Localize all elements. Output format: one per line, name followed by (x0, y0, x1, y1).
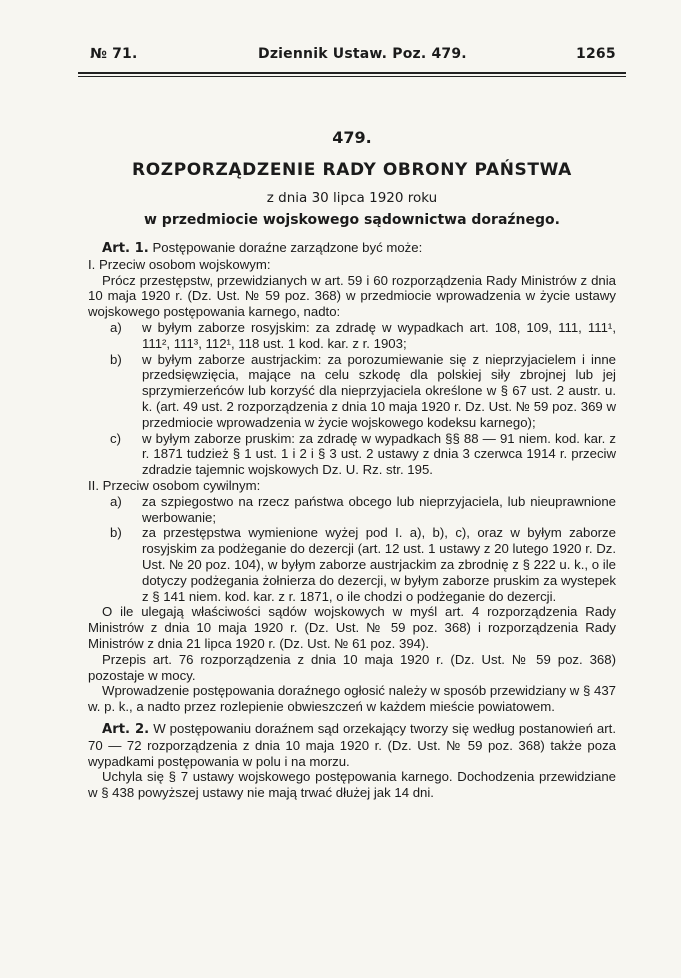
document-number: 479. (332, 128, 372, 147)
journal-title: Dziennik Ustaw. Poz. 479. (258, 46, 467, 62)
document-date: z dnia 30 lipca 1920 roku (266, 190, 438, 206)
art2-label: Art. 2. (102, 721, 150, 737)
list-item (88, 320, 616, 352)
art1-section1-heading (88, 257, 616, 273)
document-body (88, 240, 616, 801)
item-text: za przestępstwa wymienione wyżej pod I. a), b), c), oraz w byłym zaborze rosyjskim za podżeganie do dezercji (art. 12 ust. 1 ustawy z 20 lutego 1920 r. Dz. Ust. № 20 poz. 104), w byłym zaborze austrjackim za zbrodnię z § 222 u. k., o ile dotyczy podżegania żołnierza do dezercji, w byłym zaborze pruskim za wystepek z § 141 niem. kod. kar. z r. 1871, o ile chodzi o podżeganie do dezercji. (142, 525, 616, 604)
art1-intro-line (88, 240, 616, 257)
section1-label: I. (88, 256, 96, 272)
art1-paragraph-announcement: Wprowadzenie postępowania doraźnego ogłosić należy w sposób przewidziany w § 437 w. p. k., a nadto przez rozlepienie obwieszczeń w każdem mieście powiatowem. (88, 683, 616, 715)
art1-section2-heading (88, 478, 616, 494)
art2-text: W postępowaniu doraźnem sąd orzekający tworzy się według postanowień art. 70 — 72 rozporządzenia z dnia 10 maja 1920 r. (Dz. Ust. № 59 poz. 368) także poza wypadkami postępowania w polu i na morzu. (88, 720, 616, 769)
item-text: w byłym zaborze pruskim: za zdradę w wypadkach §§ 88 — 91 niem. kod. kar. z r. 1871 tudzież § 1 ust. 1 i 2 i § 3 ust. 2 ustawy z dnia 3 czerwca 1914 r. przeciw zdradzie tajemnic wojskowych Dz. U. Rz. str. 195. (142, 430, 616, 478)
art2-paragraph-repeal: Uchyla się § 7 ustawy wojskowego postępowania karnego. Dochodzenia przewidziane w § 438 powyższej ustawy nie mają trwać dłużej jak 14 dni. (88, 769, 616, 801)
list-item (88, 525, 616, 604)
list-item (88, 494, 616, 526)
document-subject: w przedmiocie wojskowego sądownictwa doraźnego. (144, 212, 560, 228)
issue-number: № 71. (90, 46, 138, 62)
item-label: a) (110, 319, 122, 335)
item-label: a) (110, 493, 122, 509)
section1-title: Przeciw osobom wojskowym: (99, 256, 271, 272)
document-title: ROZPORZĄDZENIE RADY OBRONY PAŃSTWA (132, 160, 572, 180)
header-rule (78, 72, 626, 74)
list-item (88, 352, 616, 431)
section2-title: Przeciw osobom cywilnym: (102, 477, 261, 493)
art1-label: Art. 1. (102, 241, 149, 256)
item-label: c) (110, 430, 121, 446)
header-rule-thin (78, 76, 626, 77)
item-text: za szpiegostwo na rzecz państwa obcego lub nieprzyjaciela, lub nieuprawnione werbowanie; (142, 493, 616, 525)
item-label: b) (110, 351, 122, 367)
art1-paragraph-jurisdiction: O ile ulegają właściwości sądów wojskowych w myśl art. 4 rozporządzenia Rady Ministrów z dnia 10 maja 1920 r. (Dz. Ust. № 59 poz. 368) i rozporządzenia Rady Ministrów z dnia 21 lipca 1920 r. (Dz. Ust. № 61 poz. 394). (88, 604, 616, 651)
item-label: b) (110, 525, 122, 541)
art2-paragraph (88, 721, 616, 769)
section1-paragraph: Prócz przestępstw, przewidzianych w art. 59 i 60 rozporządzenia Rady Ministrów z dnia 10 maja 1920 r. (Dz. Ust. № 59 poz. 368) w przedmiocie wprowadzenia w życie ustawy wojskowego postępowania karnego, nadto: (88, 272, 616, 320)
item-text: w byłym zaborze rosyjskim: za zdradę w wypadkach art. 108, 109, 111, 111¹, 111², 111³, 112¹, 118 ust. 1 kod. kar. z r. 1903; (142, 319, 616, 351)
page-number: 1265 (576, 46, 616, 62)
section2-label: II. (88, 477, 99, 493)
art1-intro: Postępowanie doraźne zarządzone być może: (152, 240, 423, 255)
art1-paragraph-art76: Przepis art. 76 rozporządzenia z dnia 10 maja 1920 r. (Dz. Ust. № 59 poz. 368) pozostaje w mocy. (88, 651, 616, 683)
list-item (88, 431, 616, 478)
item-text: w byłym zaborze austrjackim: za porozumiewanie się z nieprzyjacielem i inne przedsięwzięcia, mające na celu szkodę dla polskiej siły zbrojnej lub jej sprzymierzeńców lub korzyść dla nieprzyjaciela określone w § 67 ust. 2 austr. u. k. (art. 49 ust. 2 rozporządzenia z dnia 10 maja 1920 r. Dz. Ust. № 59 poz. 369 w przedmiocie wprowadzenia w życie wojskowego kodeksu karnego); (142, 351, 616, 430)
